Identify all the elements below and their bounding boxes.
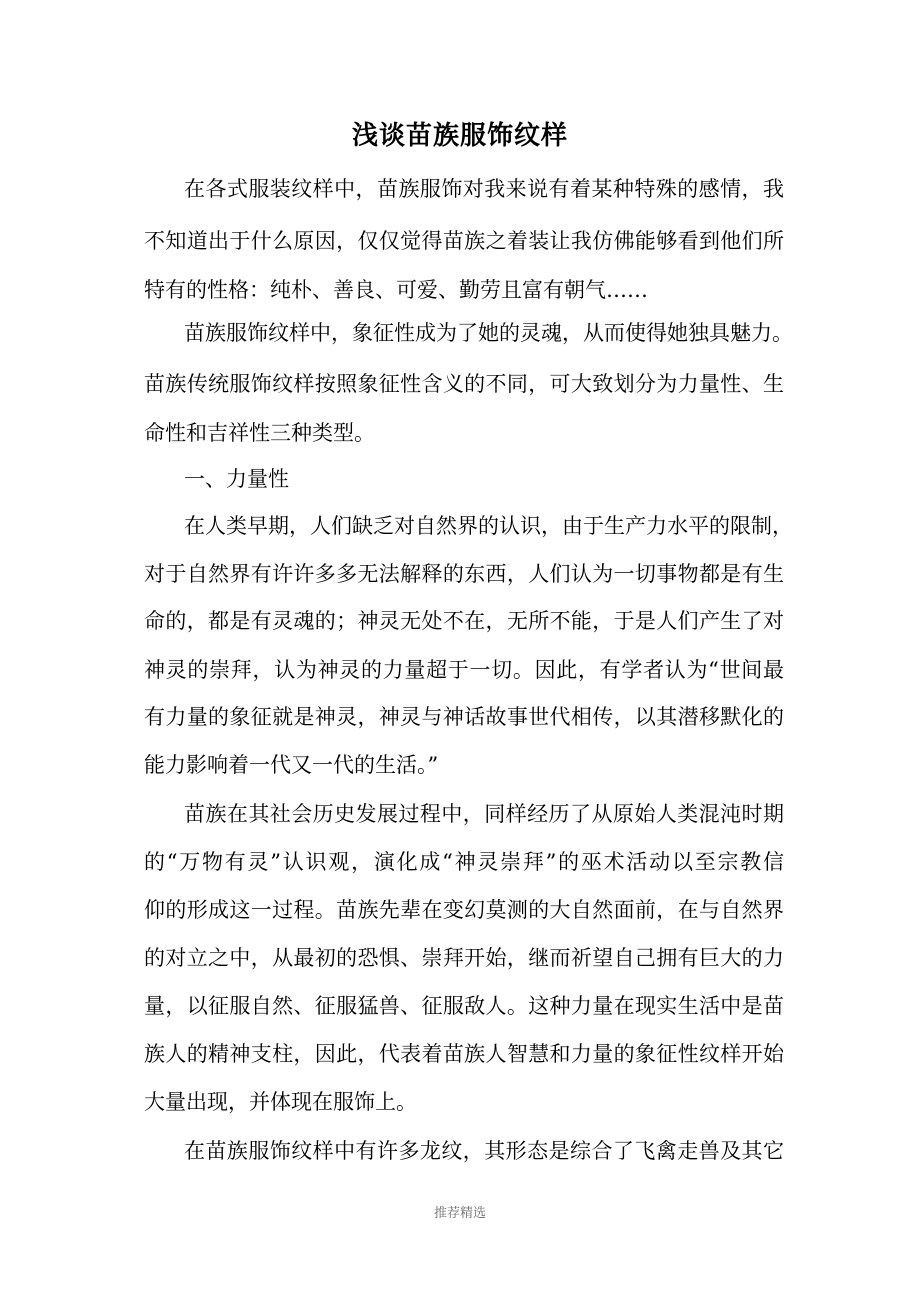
paragraph-line: 族人的精神支柱，因此，代表着苗族人智慧和力量的象征性纹样开始 [144, 1042, 784, 1066]
paragraph-line: 神灵的崇拜，认为神灵的力量超于一切。因此，有学者认为“世间最 [144, 658, 784, 682]
document-title: 浅谈苗族服饰纹样 [351, 121, 568, 151]
paragraph-line: 的对立之中，从最初的恐惧、崇拜开始，继而祈望自己拥有巨大的力 [144, 946, 784, 970]
paragraph-line: 在各式服装纹样中，苗族服饰对我来说有着某种特殊的感情，我 [184, 177, 784, 201]
paragraph-line: 命性和吉祥性三种类型。 [144, 421, 375, 445]
paragraph-line: 特有的性格：纯朴、善良、可爱、勤劳且富有朝气…… [144, 278, 648, 302]
paragraph-line: 在苗族服饰纹样中有许多龙纹，其形态是综合了飞禽走兽及其它 [184, 1139, 784, 1163]
section-heading: 一、力量性 [184, 467, 289, 491]
paragraph-line: 在人类早期，人们缺乏对自然界的认识，由于生产力水平的限制， [184, 514, 793, 538]
paragraph-line: 苗族传统服饰纹样按照象征性含义的不同，可大致划分为力量性、生 [144, 372, 784, 396]
paragraph-line: 苗族在其社会历史发展过程中，同样经历了从原始人类混沌时期 [184, 802, 784, 826]
paragraph-line: 命的，都是有灵魂的；神灵无处不在，无所不能，于是人们产生了对 [144, 609, 784, 633]
paragraph-line: 有力量的象征就是神灵，神灵与神话故事世代相传，以其潜移默化的 [144, 705, 784, 729]
paragraph-line: 量，以征服自然、征服猛兽、征服敌人。这种力量在现实生活中是苗 [144, 994, 784, 1018]
page-footer: 推荐精选 [433, 1206, 486, 1221]
paragraph-line: 不知道出于什么原因，仅仅觉得苗族之着装让我仿佛能够看到他们所 [144, 229, 784, 253]
paragraph-line: 仰的形成这一过程。苗族先辈在变幻莫测的大自然面前，在与自然界 [144, 898, 784, 922]
paragraph-line: 大量出现，并体现在服饰上。 [144, 1090, 417, 1114]
paragraph-line: 的“万物有灵”认识观，演化成“神灵崇拜”的巫术活动以至宗教信 [144, 850, 784, 874]
paragraph-line: 苗族服饰纹样中，象征性成为了她的灵魂，从而使得她独具魅力。 [184, 321, 793, 345]
paragraph-line: 能力影响着一代又一代的生活。” [144, 753, 439, 777]
paragraph-line: 对于自然界有许许多多无法解释的东西，人们认为一切事物都是有生 [144, 562, 784, 586]
